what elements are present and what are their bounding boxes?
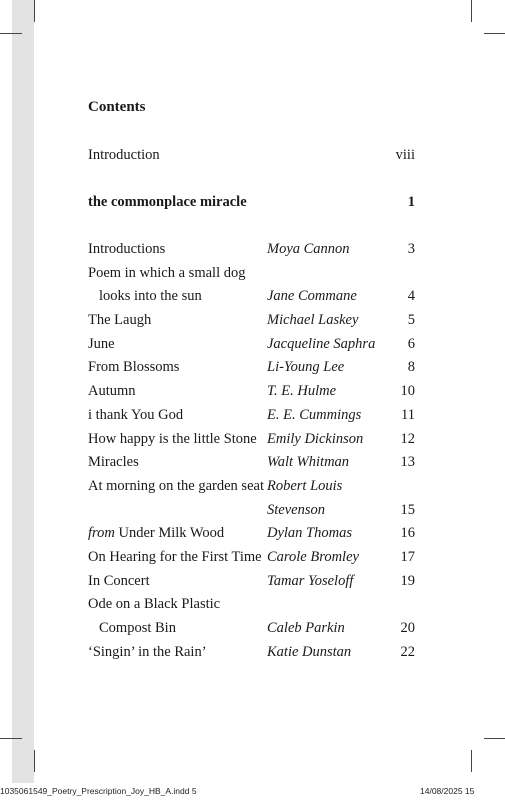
page-number: 19: [400, 572, 415, 589]
page-number: 17: [400, 548, 415, 565]
page-number: 20: [400, 620, 415, 636]
contents-row: [88, 238, 415, 262]
poet-name: Li-Young Lee: [267, 359, 345, 376]
contents-heading: Contents: [88, 99, 146, 115]
crop-mark-top-right: [471, 0, 472, 22]
contents-row: [88, 570, 415, 594]
contents-row: [88, 380, 415, 404]
poet-name: Jane Commane: [267, 288, 357, 305]
contents-row: [88, 499, 415, 523]
poet-name: Walt Whitman: [267, 454, 350, 471]
crop-mark-bottom-right: [471, 750, 472, 772]
introduction-title: Introduction: [88, 147, 160, 163]
poem-title: Autumn: [88, 383, 136, 400]
section-title: the commonplace miracle: [88, 194, 247, 210]
page-number: 6: [407, 335, 415, 352]
poem-title: Ode on a Black Plastic: [88, 596, 221, 613]
section-heading-entry: [88, 190, 415, 214]
introduction-page: viii: [395, 147, 415, 163]
crop-mark-right-bottom: [484, 738, 505, 739]
poet-name: Caleb Parkin: [267, 620, 345, 636]
crop-mark-left-bottom: [0, 738, 22, 739]
poet-name: Moya Cannon: [267, 241, 350, 257]
page-number: 3: [407, 241, 415, 257]
contents-row: [88, 428, 415, 452]
poet-name: Michael Laskey: [267, 312, 359, 329]
poem-title: The Laugh: [88, 312, 152, 329]
contents-row: [88, 309, 415, 333]
poet-name: Tamar Yoseloff: [267, 572, 354, 589]
section-page: 1: [407, 194, 415, 210]
poet-name: Emily Dickinson: [267, 430, 364, 447]
poem-title: From Blossoms: [88, 359, 180, 376]
page-number: 15: [400, 501, 415, 518]
contents-row: [88, 285, 415, 309]
poem-title: At morning on the garden seat: [88, 477, 264, 494]
poet-name: E. E. Cummings: [267, 406, 362, 423]
page-number: 5: [407, 312, 415, 329]
poem-title: Compost Bin: [99, 620, 176, 636]
crop-mark-left-top: [0, 33, 22, 34]
page-number: 11: [401, 406, 415, 423]
poem-title: ‘Singin’ in the Rain’: [88, 643, 207, 660]
contents-page: [88, 95, 415, 660]
poet-name: Stevenson: [267, 501, 325, 518]
contents-row: [88, 475, 415, 499]
page-number: 12: [400, 430, 415, 447]
poem-title: Miracles: [88, 454, 139, 471]
contents-row: [88, 404, 415, 428]
poet-name: Katie Dunstan: [267, 643, 352, 660]
poem-title: [88, 522, 224, 546]
page-number: 22: [400, 643, 415, 660]
page-number: 16: [400, 525, 415, 542]
page-number: 13: [400, 454, 415, 471]
contents-row: [88, 522, 415, 546]
contents-row: [88, 262, 415, 286]
page-number: 4: [407, 288, 415, 305]
crop-mark-top-left: [34, 0, 35, 22]
poet-name: T. E. Hulme: [267, 383, 337, 400]
poet-name: Carole Bromley: [267, 548, 359, 565]
contents-row: [88, 451, 415, 475]
contents-row: [88, 333, 415, 357]
crop-mark-right-top: [484, 33, 505, 34]
poem-title: In Concert: [88, 572, 150, 589]
contents-entries: [88, 238, 415, 664]
contents-row: [88, 546, 415, 570]
poem-title-prefix: from: [88, 525, 115, 542]
poem-title: On Hearing for the First Time: [88, 548, 262, 565]
poem-title: i thank You God: [88, 406, 184, 423]
slug-date: 14/08/2025 15: [420, 786, 475, 796]
poet-name: Robert Louis: [267, 477, 343, 494]
contents-row: [88, 617, 415, 641]
poet-name: Jacqueline Saphra: [267, 335, 376, 352]
introduction-entry: [88, 143, 415, 167]
poem-title: June: [88, 335, 115, 352]
contents-row: [88, 356, 415, 380]
poem-title: looks into the sun: [99, 288, 202, 305]
page-number: 8: [407, 359, 415, 376]
slug-file-name: 1035061549_Poetry_Prescription_Joy_HB_A.indd 5: [0, 786, 197, 796]
crop-mark-bottom-left: [34, 750, 35, 772]
page-gutter-strip: [12, 0, 34, 783]
contents-row: [88, 641, 415, 665]
page-number: 10: [400, 383, 415, 400]
poem-title: How happy is the little Stone: [88, 430, 257, 447]
poet-name: Dylan Thomas: [267, 525, 352, 542]
poem-title: Poem in which a small dog: [88, 264, 246, 281]
poem-title-text: Under Milk Wood: [114, 525, 225, 542]
poem-title: Introductions: [88, 241, 166, 257]
contents-row: [88, 593, 415, 617]
